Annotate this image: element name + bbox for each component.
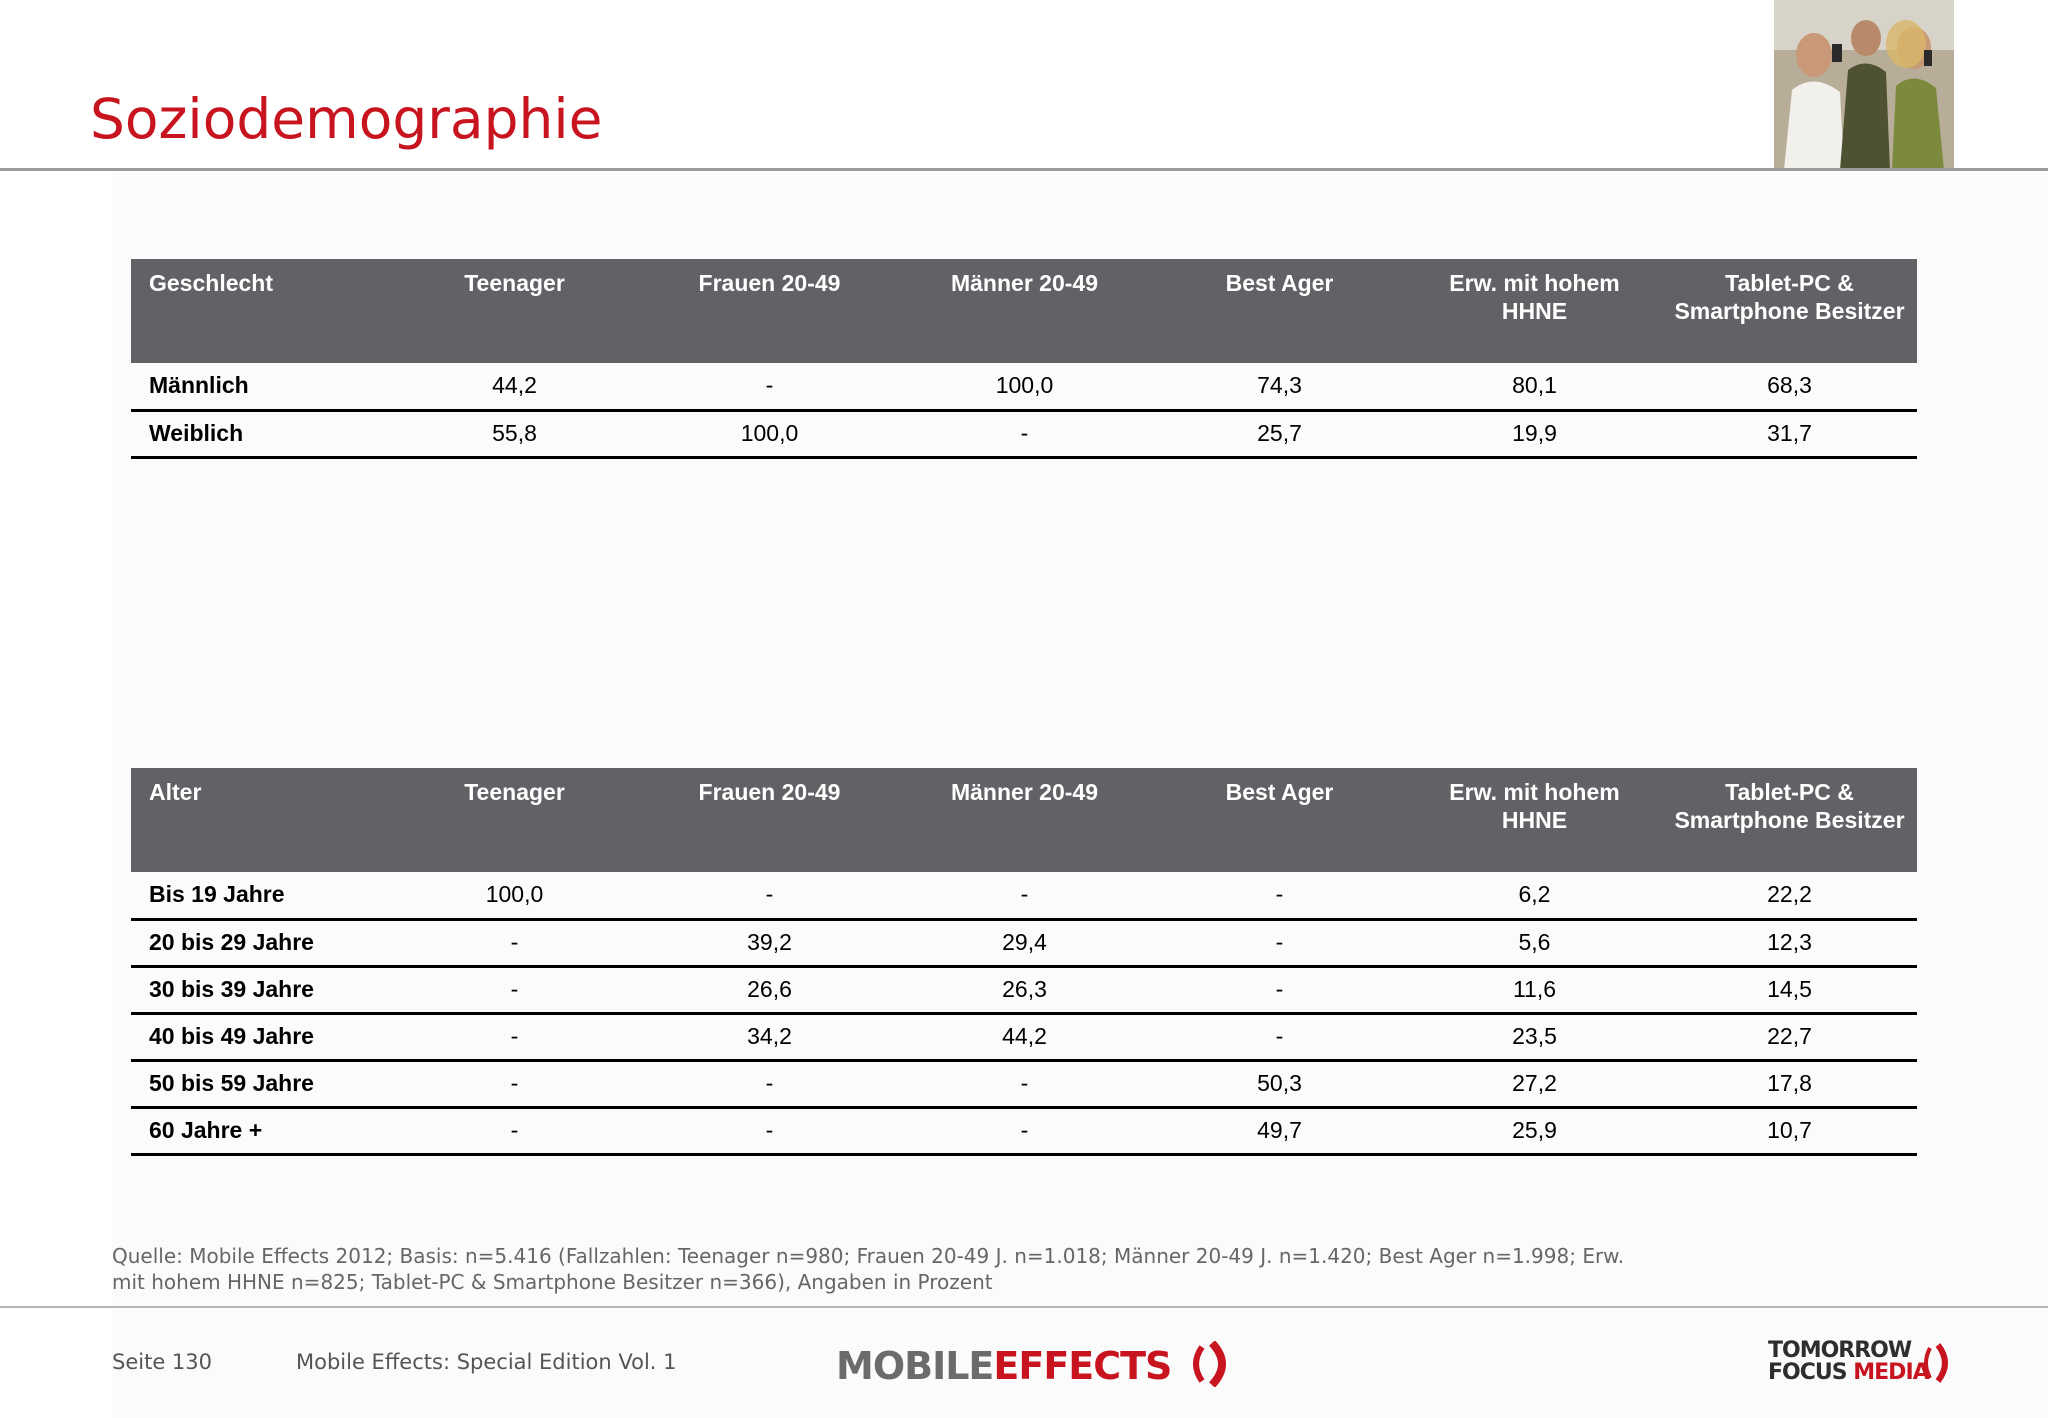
row-label: 40 bis 49 Jahre bbox=[131, 1013, 387, 1060]
column-header: Männer 20-49 bbox=[897, 259, 1152, 363]
table-cell: 6,2 bbox=[1407, 872, 1662, 919]
table-cell: - bbox=[1152, 919, 1407, 966]
table-cell: - bbox=[1152, 1013, 1407, 1060]
row-label: 30 bis 39 Jahre bbox=[131, 966, 387, 1013]
table-cell: - bbox=[387, 919, 642, 966]
page-header bbox=[0, 0, 2048, 170]
table-cell: - bbox=[642, 363, 897, 410]
column-header: Frauen 20-49 bbox=[642, 259, 897, 363]
mobile-effects-logo bbox=[836, 1341, 1234, 1389]
table-cell: - bbox=[897, 1060, 1152, 1107]
gender-table bbox=[131, 259, 1917, 459]
table-cell: - bbox=[642, 1060, 897, 1107]
column-header: Männer 20-49 bbox=[897, 768, 1152, 872]
table-cell: - bbox=[387, 1107, 642, 1154]
table-cell: 100,0 bbox=[387, 872, 642, 919]
column-header: Tablet-PC & Smartphone Besitzer bbox=[1662, 259, 1917, 363]
table-cell: 17,8 bbox=[1662, 1060, 1917, 1107]
table-cell: 25,7 bbox=[1152, 410, 1407, 457]
table-cell: - bbox=[897, 1107, 1152, 1154]
table-cell: - bbox=[1152, 872, 1407, 919]
table-row bbox=[131, 1107, 1917, 1154]
table-cell: 34,2 bbox=[642, 1013, 897, 1060]
row-label: Männlich bbox=[131, 363, 387, 410]
table-cell: 22,7 bbox=[1662, 1013, 1917, 1060]
footer-divider bbox=[0, 1306, 2048, 1308]
table-cell: 100,0 bbox=[642, 410, 897, 457]
table-cell: 31,7 bbox=[1662, 410, 1917, 457]
table-row bbox=[131, 966, 1917, 1013]
tfm-media-text: MEDIA bbox=[1853, 1360, 1929, 1385]
table-cell: - bbox=[387, 966, 642, 1013]
source-line: Quelle: Mobile Effects 2012; Basis: n=5.416 (Fallzahlen: Teenager n=980; Frauen 20-49 J. n=1.018; Männer 20-49 J. n=1.420; Best Ager n=1.998; Erw. bbox=[112, 1244, 1625, 1268]
column-header: Teenager bbox=[387, 768, 642, 872]
header-divider bbox=[0, 168, 2048, 171]
table-row bbox=[131, 919, 1917, 966]
table-cell: 5,6 bbox=[1407, 919, 1662, 966]
table-header-row bbox=[131, 259, 1917, 363]
table-cell: 100,0 bbox=[897, 363, 1152, 410]
row-label: 20 bis 29 Jahre bbox=[131, 919, 387, 966]
people-with-phones-photo bbox=[1774, 0, 1954, 170]
column-header: Geschlecht bbox=[131, 259, 387, 363]
table-cell: - bbox=[387, 1060, 642, 1107]
table-row bbox=[131, 1013, 1917, 1060]
table-cell: 25,9 bbox=[1407, 1107, 1662, 1154]
column-header: Tablet-PC & Smartphone Besitzer bbox=[1662, 768, 1917, 872]
column-header: Alter bbox=[131, 768, 387, 872]
table-header-row bbox=[131, 768, 1917, 872]
tfm-focus-text: FOCUS bbox=[1768, 1360, 1847, 1385]
publication-title: Mobile Effects: Special Edition Vol. 1 bbox=[296, 1350, 677, 1374]
table-cell: 26,6 bbox=[642, 966, 897, 1013]
page-number: Seite 130 bbox=[112, 1350, 212, 1374]
table-cell: 26,3 bbox=[897, 966, 1152, 1013]
column-header: Teenager bbox=[387, 259, 642, 363]
table-cell: - bbox=[897, 410, 1152, 457]
column-header: Best Ager bbox=[1152, 768, 1407, 872]
table-cell: - bbox=[897, 872, 1152, 919]
table-cell: 22,2 bbox=[1662, 872, 1917, 919]
parenthesis-mark-icon bbox=[1184, 1341, 1234, 1387]
table-cell: 29,4 bbox=[897, 919, 1152, 966]
table-cell: 27,2 bbox=[1407, 1060, 1662, 1107]
column-header: Best Ager bbox=[1152, 259, 1407, 363]
table-cell: 55,8 bbox=[387, 410, 642, 457]
table-row bbox=[131, 410, 1917, 457]
table-cell: 74,3 bbox=[1152, 363, 1407, 410]
table-cell: - bbox=[387, 1013, 642, 1060]
row-label: Weiblich bbox=[131, 410, 387, 457]
page-title: Soziodemographie bbox=[90, 87, 603, 151]
table-cell: 39,2 bbox=[642, 919, 897, 966]
table-cell: 11,6 bbox=[1407, 966, 1662, 1013]
age-table bbox=[131, 768, 1917, 1156]
table-cell: - bbox=[1152, 966, 1407, 1013]
source-note bbox=[112, 1243, 1812, 1295]
row-label: 50 bis 59 Jahre bbox=[131, 1060, 387, 1107]
table-cell: 80,1 bbox=[1407, 363, 1662, 410]
column-header: Frauen 20-49 bbox=[642, 768, 897, 872]
row-label: Bis 19 Jahre bbox=[131, 872, 387, 919]
table-row bbox=[131, 1060, 1917, 1107]
table-row bbox=[131, 363, 1917, 410]
table-cell: 12,3 bbox=[1662, 919, 1917, 966]
table-cell: 50,3 bbox=[1152, 1060, 1407, 1107]
logo-effects-text: EFFECTS bbox=[993, 1344, 1172, 1388]
table-row bbox=[131, 872, 1917, 919]
column-header: Erw. mit hohem HHNE bbox=[1407, 768, 1662, 872]
table-cell: - bbox=[642, 1107, 897, 1154]
column-header: Erw. mit hohem HHNE bbox=[1407, 259, 1662, 363]
source-line: mit hohem HHNE n=825; Tablet-PC & Smartphone Besitzer n=366), Angaben in Prozent bbox=[112, 1270, 993, 1294]
tfm-line-1: TOMORROW bbox=[1768, 1338, 1912, 1363]
parenthesis-mark-icon bbox=[1918, 1342, 1956, 1384]
row-label: 60 Jahre + bbox=[131, 1107, 387, 1154]
table-cell: 49,7 bbox=[1152, 1107, 1407, 1154]
table-cell: 14,5 bbox=[1662, 966, 1917, 1013]
table-cell: 44,2 bbox=[897, 1013, 1152, 1060]
tomorrow-focus-media-logo bbox=[1768, 1340, 1929, 1384]
table-cell: 44,2 bbox=[387, 363, 642, 410]
table-cell: 23,5 bbox=[1407, 1013, 1662, 1060]
table-cell: 68,3 bbox=[1662, 363, 1917, 410]
table-cell: 10,7 bbox=[1662, 1107, 1917, 1154]
table-cell: 19,9 bbox=[1407, 410, 1662, 457]
logo-mobile-text: MOBILE bbox=[836, 1344, 994, 1388]
table-cell: - bbox=[642, 872, 897, 919]
